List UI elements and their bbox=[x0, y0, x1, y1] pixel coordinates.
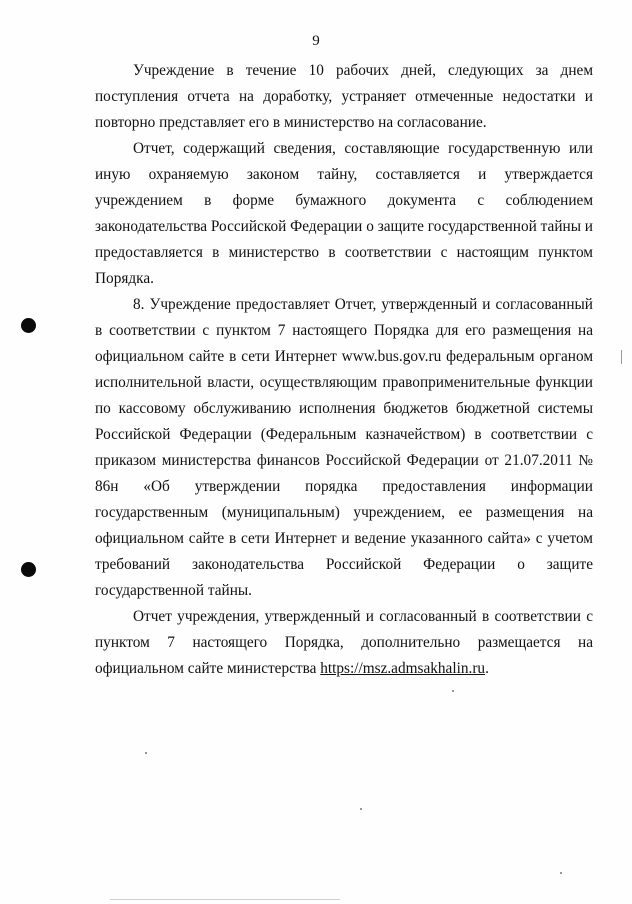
scan-speck bbox=[560, 872, 562, 874]
page-number: 9 bbox=[312, 33, 320, 49]
document-body bbox=[95, 58, 593, 682]
paragraph-ministry-site-end: . bbox=[485, 660, 489, 677]
scan-speck bbox=[452, 690, 454, 692]
scan-bottom-line bbox=[110, 899, 340, 900]
punch-hole bbox=[21, 562, 36, 577]
paragraph-revision: Учреждение в течение 10 рабочих дней, следующих за днем поступления отчета на доработку, устраняет отмеченные недостатки и повторно представляет его в министерство на согласование. bbox=[95, 62, 593, 131]
paragraph-ministry-site bbox=[95, 604, 593, 682]
scan-edge-mark bbox=[621, 350, 622, 364]
scan-speck bbox=[360, 808, 362, 810]
paragraph-ministry-site-text: Отчет учреждения, утвержденный и согласованный в соответствии с пунктом 7 настоящего Порядка, дополнительно размещается на официальном сайте министерства bbox=[95, 608, 593, 677]
paragraph-clause-8: 8. Учреждение предоставляет Отчет, утвержденный и согласованный в соответствии с пунктом 7 настоящего Порядка для его размещения на официальном сайте в сети Интернет www.bus.gov.ru федеральным органом исполнительной власти, осуществляющим правоприменительные функции по кассовому обслуживанию исполнения бюджетов бюджетной системы Российской Федерации (Федеральным казначейством) в соответствии с приказом министерства финансов Российской Федерации от 21.07.2011 № 86н «Об утверждении порядка предоставления информации государственным (муниципальным) учреждением, ее размещения на официальном сайте в сети Интернет и ведение указанного сайта» с учетом требований законодательства Российской Федерации о защите государственной тайны. bbox=[95, 296, 593, 599]
ministry-site-link[interactable]: https://msz.admsakhalin.ru bbox=[320, 660, 486, 677]
scan-speck bbox=[145, 752, 147, 754]
punch-hole bbox=[21, 318, 36, 333]
paragraph-secret-report: Отчет, содержащий сведения, составляющие государственную или иную охраняемую законом тайну, составляется и утверждается учреждением в форме бумажного документа с соблюдением законодательства Российской Федерации о защите государственной тайны и предоставляется в министерство в соответствии с настоящим пунктом Порядка. bbox=[95, 140, 593, 287]
